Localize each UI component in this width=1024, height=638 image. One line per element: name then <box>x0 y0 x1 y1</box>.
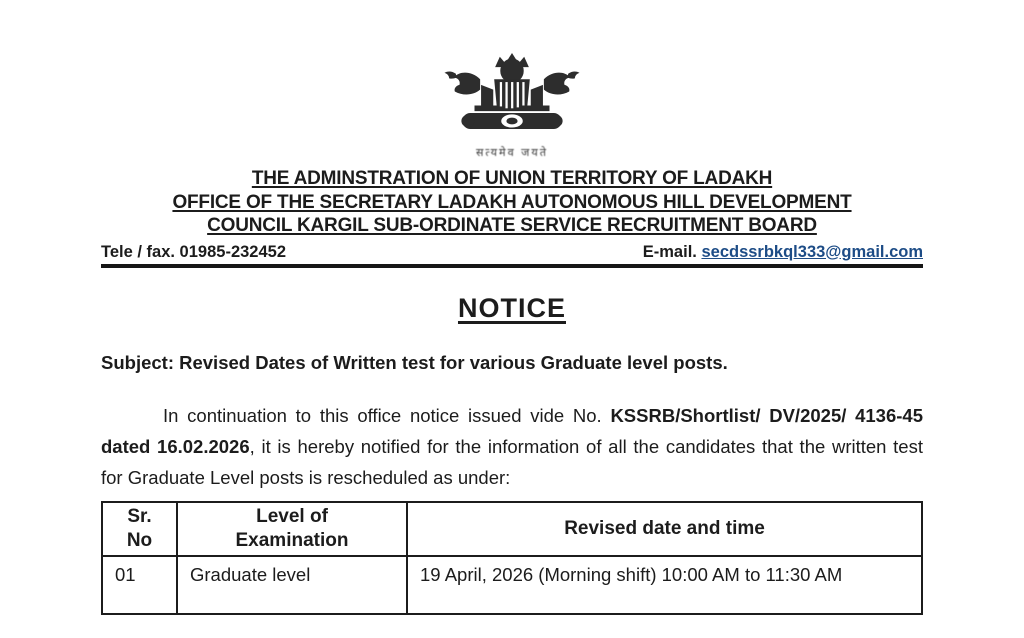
body-intro: In continuation to this office notice issued vide No. <box>163 404 611 426</box>
cell-sr-no: 01 <box>102 556 177 614</box>
email-link[interactable]: secdssrbkql333@gmail.com <box>701 242 923 261</box>
col-header-level-line1: Level of <box>256 505 328 527</box>
letterhead-line-3: COUNCIL KARGIL SUB-ORDINATE SERVICE RECRUITMENT BOARD <box>207 215 817 236</box>
body-reference-number: KSSRB/Shortlist/ DV/2025/ 4136-45 dated 16.02.2026 <box>101 404 923 457</box>
cell-revised-date-time: 19 April, 2026 (Morning shift) 10:00 AM to 11:30 AM <box>407 556 922 614</box>
letterhead-line-1: THE ADMINSTRATION OF UNION TERRITORY OF LADAKH <box>251 168 773 189</box>
letterhead-line-2: OFFICE OF THE SECRETARY LADAKH AUTONOMOUS HILL DEVELOPMENT <box>172 191 852 213</box>
emblem-block <box>101 0 923 160</box>
emblem-motto: सत्यमेव जयते <box>475 146 548 159</box>
header-divider <box>101 264 923 268</box>
col-header-sr-no-line2: No <box>126 529 153 551</box>
col-header-revised-date-line1: Revised date and time <box>564 517 765 539</box>
notice-title: NOTICE <box>457 292 566 323</box>
cell-level: Graduate level <box>177 556 407 614</box>
col-header-sr-no <box>102 502 177 556</box>
table-header-row <box>102 502 922 556</box>
national-emblem-icon <box>437 50 587 146</box>
body-paragraph <box>101 400 923 493</box>
schedule-table <box>101 501 923 615</box>
col-header-level <box>177 502 407 556</box>
col-header-revised-date <box>407 502 922 556</box>
table-row <box>102 556 922 614</box>
subject-line: Subject: Revised Dates of Written test for various Graduate level posts. <box>101 351 728 373</box>
body-outro: , it is hereby notified for the information of all the candidates that the written test for Graduate Level posts is rescheduled as under: <box>101 435 923 488</box>
col-header-sr-no-line1: Sr. <box>127 505 152 527</box>
letterhead <box>101 167 923 268</box>
email-group <box>643 242 923 262</box>
col-header-level-line2: Examination <box>235 529 349 551</box>
email-label: E-mail. <box>642 242 697 261</box>
tele-fax-text: Tele / fax. 01985-232452 <box>101 242 286 261</box>
contact-row <box>101 238 923 262</box>
